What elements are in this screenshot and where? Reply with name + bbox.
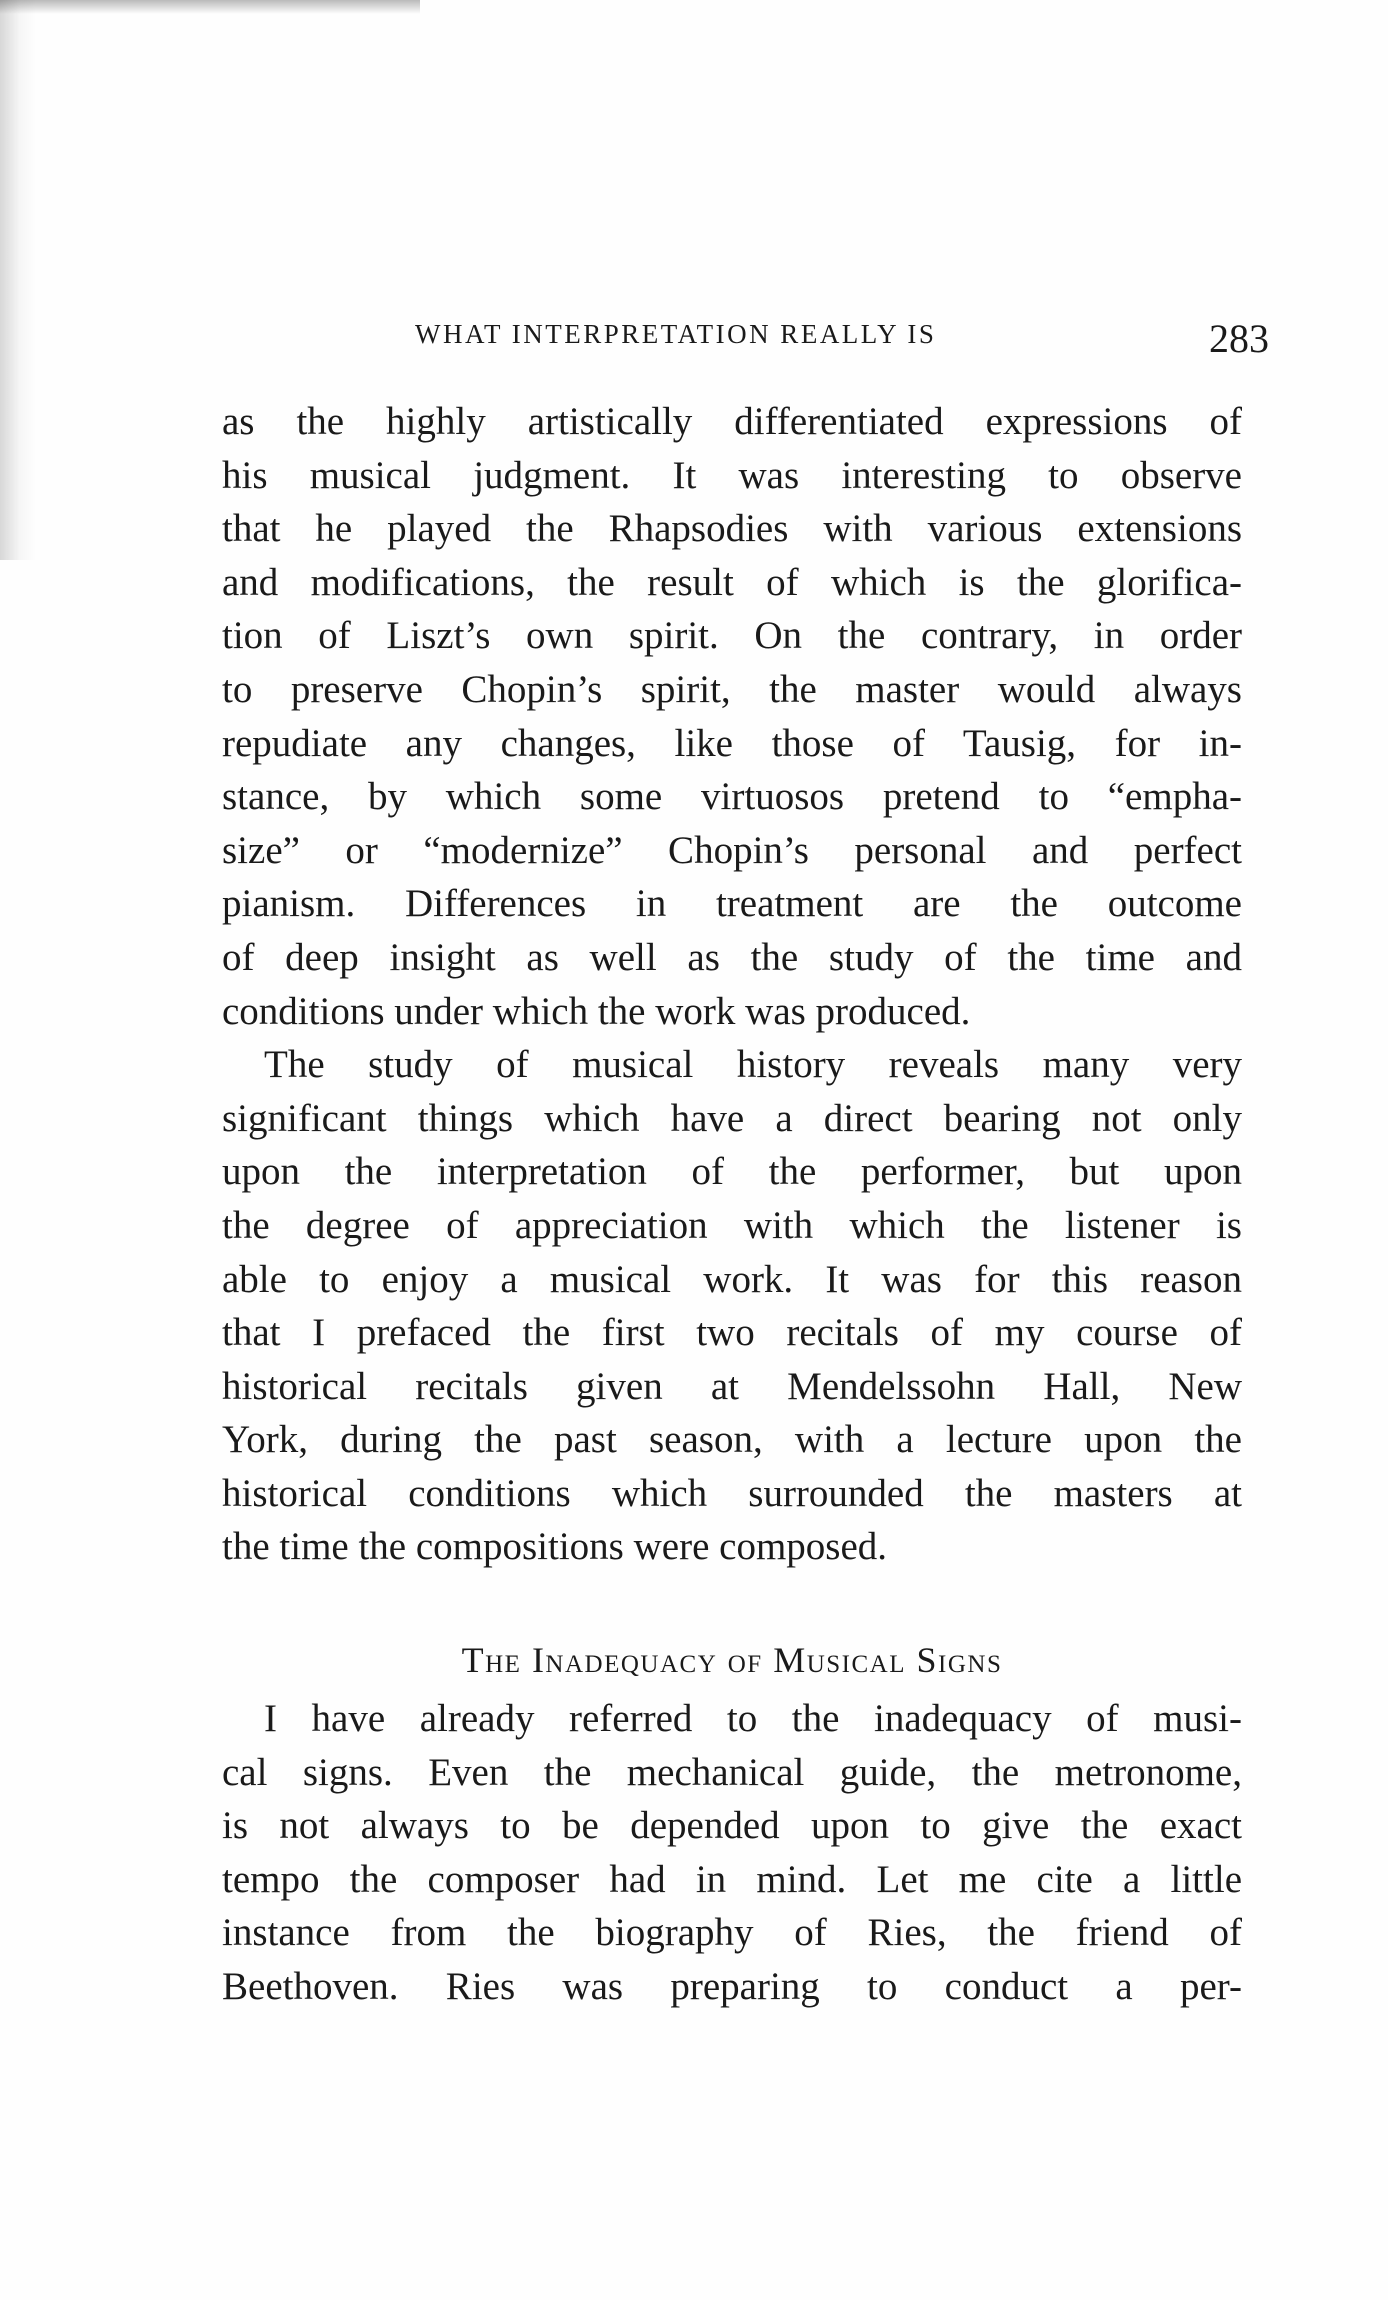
text-line: pianism. Differences in treatment are the outcome [222, 882, 1242, 926]
text-line: I have already referred to the inadequacy of musi- [264, 1697, 1242, 1740]
text-line: tion of Liszt’s own spirit. On the contrary, in order [222, 614, 1242, 658]
text-line: the degree of appreciation with which the listener is [222, 1203, 1242, 1247]
text-line: historical recitals given at Mendelssohn Hall, New [222, 1364, 1242, 1408]
paragraph-2 [222, 1038, 1242, 1574]
text-line: the time the compositions were composed. [222, 1525, 888, 1569]
top-edge-shadow [0, 0, 420, 14]
text-line: stance, by which some virtuosos pretend to “empha- [222, 775, 1242, 819]
binding-shadow [0, 0, 36, 560]
text-line: instance from the biography of Ries, the friend of [222, 1911, 1242, 1955]
text-line: that he played the Rhapsodies with various extensions [222, 507, 1242, 551]
text-line: Beethoven. Ries was preparing to conduct a per- [222, 1964, 1242, 2008]
running-head [415, 315, 1275, 365]
body-text-top [222, 395, 1242, 1574]
text-line: York, during the past season, with a lecture upon the [222, 1418, 1242, 1462]
text-line: able to enjoy a musical work. It was for this reason [222, 1257, 1242, 1301]
text-line: size” or “modernize” Chopin’s personal and perfect [222, 828, 1242, 872]
text-line: significant things which have a direct bearing not only [222, 1096, 1242, 1140]
text-line: upon the interpretation of the performer, but upon [222, 1150, 1242, 1194]
running-head-title: WHAT INTERPRETATION REALLY IS [415, 319, 937, 349]
text-line: of deep insight as well as the study of the time and [222, 935, 1242, 979]
text-line: is not always to be depended upon to give the exact [222, 1804, 1242, 1848]
text-line: and modifications, the result of which is the glorifica- [222, 560, 1242, 604]
text-line: The study of musical history reveals many very [264, 1043, 1242, 1087]
text-line: as the highly artistically differentiated expressions of [222, 400, 1242, 443]
text-line: conditions under which the work was produced. [222, 989, 971, 1033]
text-line: repudiate any changes, like those of Tausig, for in- [222, 721, 1242, 765]
page-number: 283 [1209, 316, 1269, 361]
text-line: historical conditions which surrounded the masters at [222, 1471, 1242, 1515]
text-line: that I prefaced the first two recitals of my course of [222, 1311, 1242, 1355]
text-line: to preserve Chopin’s spirit, the master would always [222, 667, 1242, 711]
text-line: tempo the composer had in mind. Let me cite a little [222, 1857, 1242, 1901]
paragraph-1 [222, 395, 1242, 1038]
paragraph-3 [222, 1692, 1242, 2014]
section-heading: The Inadequacy of Musical Signs [461, 1640, 1003, 1680]
text-line: cal signs. Even the mechanical guide, the metronome, [222, 1750, 1242, 1794]
text-line: his musical judgment. It was interesting to observe [222, 453, 1242, 497]
body-text-bottom [222, 1692, 1242, 2014]
